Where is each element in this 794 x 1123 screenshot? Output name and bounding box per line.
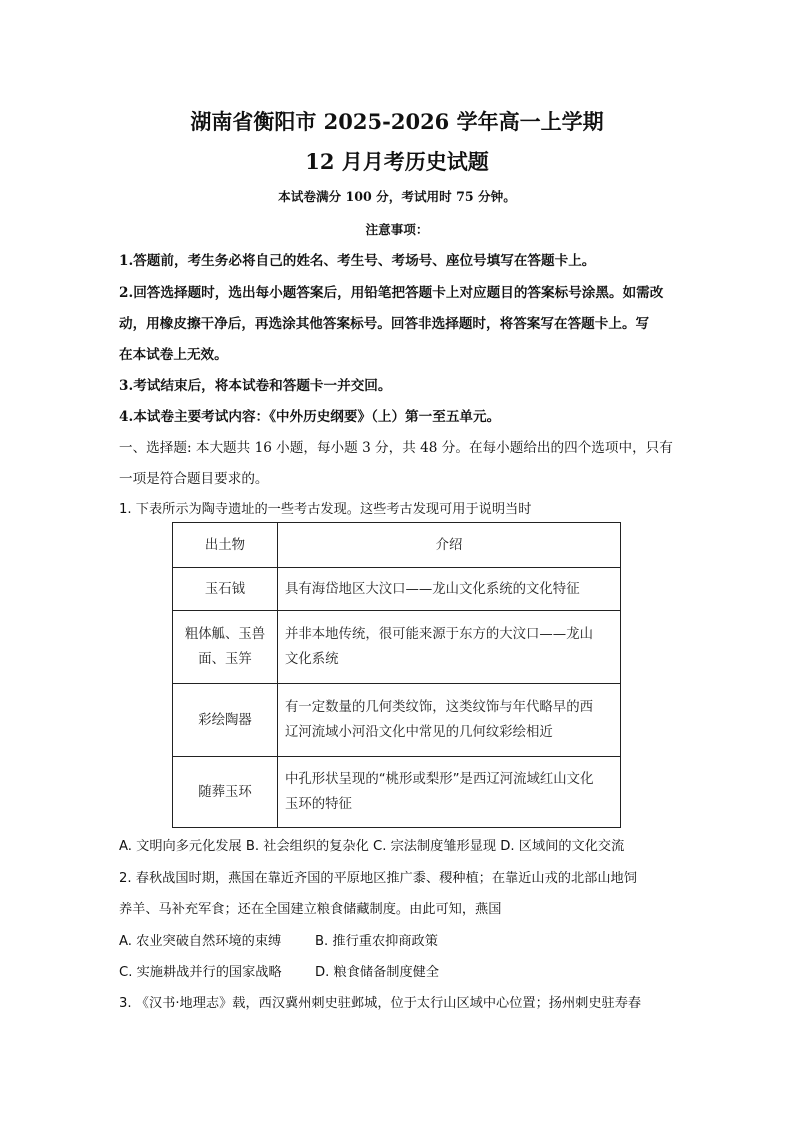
notice-2-line2: 动，用橡皮擦干净后，再选涂其他答案标号。回答非选择题时，将答案写在答题卡上。写: [119, 316, 650, 332]
table-row: [173, 611, 621, 684]
notice-2-line3: 在本试卷上无效。: [119, 347, 228, 363]
archaeology-table: [172, 522, 621, 828]
table-cell-item-line: 粗体觚、玉兽: [184, 627, 266, 642]
section-instruction-line2: 一项是符合题目要求的。: [119, 471, 269, 487]
question-2-option-b: B. 推行重农抑商政策: [315, 934, 438, 949]
exam-title-line2: 12 月月考历史试题: [305, 149, 489, 174]
question-1-stem: 1. 下表所示为陶寺遗址的一些考古发现。这些考古发现可用于说明当时: [119, 502, 532, 517]
table-header-row: [173, 523, 621, 568]
table-cell-description: 具有海岱地区大汶口——龙山文化系统的文化特征: [278, 568, 621, 611]
exam-title-line1: 湖南省衡阳市 2025-2026 学年高一上学期: [190, 109, 604, 134]
table-cell-description-line: 中孔形状呈现的“桃形或梨形”是西辽河流域红山文化: [285, 772, 594, 787]
table-cell-item: 彩绘陶器: [173, 684, 278, 757]
notice-2-line1: 2.回答选择题时，选出每小题答案后，用铅笔把答题卡上对应题目的答案标号涂黑。如需改: [119, 285, 664, 301]
table-cell-item-line: 面、玉笄: [198, 652, 252, 667]
table-row: [173, 568, 621, 611]
table-cell-description: [278, 611, 621, 684]
table-cell-description: [278, 684, 621, 757]
question-2-stem-line1: 2. 春秋战国时期，燕国在靠近齐国的平原地区推广黍、稷种植；在靠近山戎的北部山地饲: [119, 871, 637, 886]
table-cell-description-line: 并非本地传统，很可能来源于东方的大汶口——龙山: [285, 627, 593, 642]
question-2-stem-line2: 养羊、马补充军食；还在全国建立粮食储藏制度。由此可知，燕国: [119, 902, 502, 917]
table-cell-description-line: 辽河流域小河沿文化中常见的几何纹彩绘相近: [285, 725, 553, 740]
notice-1: 1.答题前，考生务必将自己的姓名、考生号、考场号、座位号填写在答题卡上。: [119, 253, 596, 269]
table-cell-description-line: 玉环的特征: [285, 797, 352, 812]
question-2-option-d: D. 粮食储备制度健全: [315, 965, 440, 980]
table-cell-item: 随葬玉环: [173, 757, 278, 828]
table-header-item: 出土物: [173, 523, 278, 568]
table-cell-description: [278, 757, 621, 828]
table-cell-item: 玉石钺: [173, 568, 278, 611]
table-header-description: 介绍: [278, 523, 621, 568]
notice-4: 4.本试卷主要考试内容：《中外历史纲要》（上）第一至五单元。: [119, 409, 501, 425]
table-cell-item: [173, 611, 278, 684]
question-2-option-a: A. 农业突破自然环境的束缚: [119, 934, 282, 949]
section-instruction-line1: 一、选择题: 本大题共 16 小题，每小题 3 分，共 48 分。在每小题给出的四个选项中，只有: [119, 440, 673, 456]
table-cell-description-line: 有一定数量的几何类纹饰，这类纹饰与年代略早的西: [285, 700, 593, 715]
notice-3: 3.考试结束后，将本试卷和答题卡一并交回。: [119, 378, 392, 394]
table-cell-description-line: 文化系统: [285, 652, 339, 667]
notice-heading: 注意事项：: [365, 222, 429, 237]
question-2-option-c: C. 实施耕战并行的国家战略: [119, 965, 282, 980]
table-row: [173, 757, 621, 828]
question-1-options: A. 文明向多元化发展 B. 社会组织的复杂化 C. 宗法制度雏形显现 D. 区域间的文化交流: [119, 839, 625, 854]
exam-subtitle: 本试卷满分 100 分，考试用时 75 分钟。: [278, 189, 516, 204]
table-row: [173, 684, 621, 757]
question-3-stem-line1: 3. 《汉书·地理志》载，西汉冀州刺史驻邺城，位于太行山区域中心位置；扬州刺史驻寿春: [119, 996, 642, 1011]
